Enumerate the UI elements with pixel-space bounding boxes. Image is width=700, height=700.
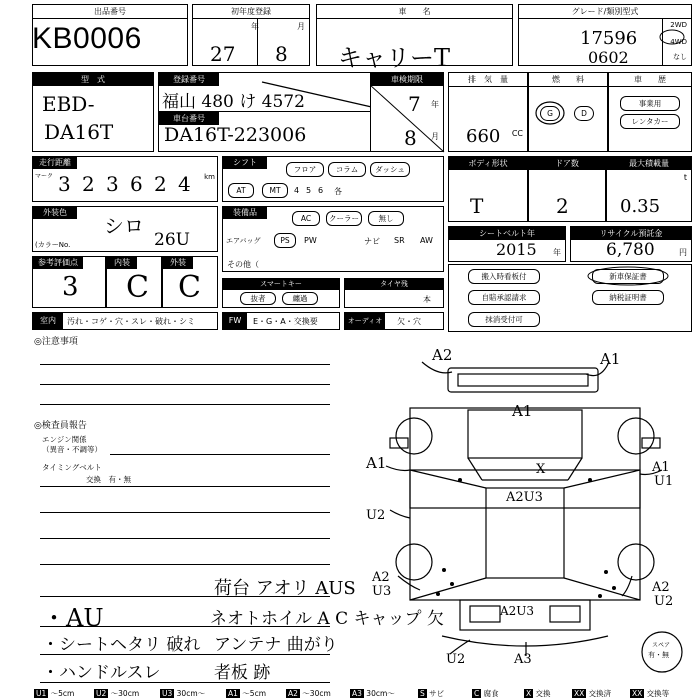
room-box (32, 312, 218, 330)
smart-key-option-1: 抜者 (240, 292, 276, 305)
spare-value: 有・無 (648, 651, 669, 659)
audio-box (344, 312, 444, 330)
history-header: 車 歴 (609, 73, 691, 87)
note-4: ・シートヘタリ 破れ (42, 635, 201, 655)
note-2: ・AU (42, 604, 104, 632)
interior-score-value: C (126, 270, 149, 305)
car-name-value: キャリーT (338, 44, 451, 72)
shift-each: 各 (334, 187, 342, 196)
legend-item: U1 ～5cm (36, 689, 75, 698)
room-header: 室内 (33, 313, 63, 329)
inspection-header: 車検期限 (371, 73, 443, 86)
model-value-2: DA16T (44, 120, 114, 144)
month-unit: 月 (297, 22, 305, 31)
legend-item: XX 交換済 (574, 689, 612, 698)
spare-label: スペア (652, 642, 671, 649)
doc-tax: 納税証明書 (592, 290, 664, 305)
inspector-title: ◎検査員報告 (34, 421, 87, 431)
fw-header: FW (223, 313, 247, 329)
first-reg-month: 8 (275, 42, 288, 66)
exhibit-number-header: 出品番号 (33, 5, 187, 19)
note-7: 者板 跡 (214, 663, 271, 683)
inspection-month-unit: 月 (431, 132, 439, 141)
equipment-sr: SR (394, 236, 405, 245)
shift-header: シフト (223, 157, 267, 169)
color-code-label: (カラーNo. (35, 241, 71, 249)
equipment-ac: AC (292, 211, 320, 226)
seatbelt-value: 2015 (496, 240, 537, 259)
registration-strike (260, 78, 380, 118)
lot-number: KB0006 (32, 22, 142, 55)
shift-column: コラム (328, 162, 366, 177)
door-count-header: ドア数 (529, 157, 605, 170)
doc-signboard: 搬入時看板付 (468, 269, 540, 284)
diagram-mark: A1 (512, 402, 533, 420)
inspection-year: 7 (408, 92, 421, 116)
equipment-ps: PS (274, 233, 296, 248)
interior-score-header: 内装 (107, 257, 137, 269)
legend-item: U2 ～30cm (96, 689, 140, 698)
diagram-mark: A2U3 (500, 604, 535, 618)
mileage-unit: km (204, 173, 215, 181)
engine-sub-label: （異音・不調等） (42, 445, 102, 454)
legend-item: U3 30cm～ (162, 689, 206, 698)
year-unit: 年 (251, 22, 259, 31)
mileage-digit: 6 (130, 172, 143, 196)
smart-key-option-2: 纏過 (282, 292, 318, 305)
doc-insurance: 自賠承認請求 (468, 290, 540, 305)
doc-warranty-circle (586, 265, 670, 287)
diagram-mark: U1 (654, 474, 674, 489)
timing-sub-label: 交換 有・無 (86, 475, 131, 484)
timing-label: タイミングベルト (42, 463, 102, 472)
chassis-value: DA16T-223006 (164, 124, 307, 146)
mark-label: マーク (35, 173, 54, 180)
fw-options: E・G・A・交換要 (253, 317, 318, 326)
color-code-value: 26U (154, 230, 190, 250)
exterior-score-value: C (178, 270, 201, 305)
body-shape-value: T (470, 194, 484, 218)
diagram-mark: A3 (514, 652, 532, 667)
diagram-mark: A1 (652, 460, 670, 475)
fuel-header: 燃 料 (529, 73, 607, 87)
diagram-mark: A2 (372, 570, 390, 585)
shift-mt: MT (262, 183, 288, 198)
cc-unit: CC (511, 129, 523, 138)
engine-label: エンジン関係 (42, 435, 87, 444)
mileage-digit: 3 (58, 172, 71, 196)
equipment-cooler: クーラー (326, 211, 362, 226)
diagram-mark: U2 (366, 508, 386, 523)
seatbelt-year-unit: 年 (553, 248, 561, 257)
body-shape-box (448, 156, 528, 222)
equipment-other: その他（ (227, 260, 259, 269)
first-reg-year: 27 (210, 42, 236, 66)
legend-item: XX 交換等 (632, 689, 670, 698)
max-load-value: 0.35 (620, 196, 661, 217)
shift-at: AT (228, 183, 254, 198)
diagram-mark: A1 (366, 454, 387, 472)
mileage-digit: 2 (154, 172, 167, 196)
displacement-header: 排 気 量 (449, 73, 527, 87)
mileage-header: 走行距離 (33, 157, 77, 169)
diagram-mark: U2 (654, 594, 674, 609)
audio-options: 欠・穴 (397, 317, 421, 326)
shift-6: 6 (318, 186, 324, 195)
equipment-none: 無し (368, 211, 404, 226)
legend-item: C 腐食 (474, 689, 499, 698)
equipment-aw: AW (420, 236, 433, 245)
drive-nashi: なし (673, 53, 687, 61)
seatbelt-header: シートベルト年 (449, 227, 565, 240)
drive-4wd: 4WD (670, 38, 687, 46)
mileage-digit: 2 (82, 172, 95, 196)
chassis-header: 車台番号 (159, 112, 219, 125)
equipment-header: 装備品 (223, 207, 267, 219)
reference-score-header: 参考評価点 (33, 257, 83, 269)
legend-item: A3 30cm～ (352, 689, 395, 698)
max-load-header: 最大積載量 (607, 157, 691, 170)
smart-key-box (222, 278, 340, 308)
note-6: ・ハンドルスレ (42, 663, 161, 683)
diagram-mark: U2 (446, 652, 466, 667)
equipment-pw: PW (304, 236, 317, 245)
fw-box (222, 312, 340, 330)
body-shape-header: ボディ形状 (449, 157, 527, 170)
legend-item: S サビ (420, 689, 445, 698)
diagram-mark: A2 (432, 346, 453, 364)
shift-5: 5 (306, 186, 312, 195)
grade-value: 17596 (580, 28, 638, 49)
exterior-score-header: 外装 (163, 257, 193, 269)
ton-unit: t (683, 173, 687, 182)
tire-unit: 本 (423, 295, 431, 304)
notes-title: ◎注意事項 (34, 337, 78, 347)
tire-box (344, 278, 444, 308)
model-header: 型 式 (33, 73, 153, 86)
note-1: 荷台 アオリ AUS (214, 578, 356, 599)
legend-item: X 交換 (526, 689, 551, 698)
tire-header: タイヤ残 (345, 279, 443, 290)
history-commercial: 事業用 (620, 96, 680, 111)
audio-header: オーディオ (345, 313, 385, 329)
reference-score-value: 3 (62, 272, 79, 302)
recycle-header: リサイクル預託金 (571, 227, 691, 240)
diagram-mark: A2U3 (506, 490, 543, 505)
first-registration-header: 初年度登録 (193, 5, 309, 19)
smart-key-header: スマートキー (223, 279, 339, 290)
recycle-value: 6,780 (606, 240, 655, 260)
car-damage-diagram (360, 340, 700, 688)
shift-dash: ダッシュ (370, 162, 410, 177)
doc-warranty: 新車保証書 (592, 269, 664, 284)
diagram-mark: A1 (600, 350, 621, 368)
fuel-g-circle (534, 99, 566, 127)
note-5: アンテナ 曲がり (214, 635, 338, 655)
shift-4: 4 (294, 186, 300, 195)
mileage-digit: 3 (106, 172, 119, 196)
fuel-option-g: G (540, 106, 560, 121)
displacement-value: 660 (466, 126, 501, 147)
diagram-mark: X (536, 462, 546, 477)
inspection-month: 8 (404, 126, 417, 150)
equipment-navi: ナビ (364, 237, 380, 246)
grade-sub-value: 0602 (588, 48, 629, 67)
registration-header: 登録番号 (159, 73, 219, 86)
grade-header: グレード/類別型式 (519, 5, 691, 19)
exterior-color-header: 外装色 (33, 207, 77, 219)
exterior-color-value: シロ (104, 214, 144, 238)
legend-item: A2 ～30cm (288, 689, 331, 698)
fuel-option-d: D (574, 106, 594, 121)
diagram-mark: A2 (652, 580, 670, 595)
inspection-year-unit: 年 (431, 100, 439, 109)
drive-2wd: 2WD (670, 21, 687, 29)
diagram-mark: U3 (372, 584, 392, 599)
mileage-digits (54, 172, 198, 200)
car-name-header: 車 名 (317, 5, 512, 19)
mileage-digit: 4 (178, 172, 191, 196)
damage-legend (0, 688, 700, 700)
shift-floor: フロア (286, 162, 324, 177)
legend-item: A1 ～5cm (228, 689, 266, 698)
model-value-1: EBD- (42, 92, 95, 116)
equipment-airbag: エアバッグ (226, 237, 261, 245)
registration-value: 福山 480 け 4572 (162, 92, 305, 112)
recycle-yen-unit: 円 (679, 248, 687, 257)
doc-cancel: 抹消受付可 (468, 312, 540, 327)
note-3: ネオトホイル A C キャップ 欠 (210, 609, 444, 629)
room-options: 汚れ・コゲ・穴・スレ・破れ・シミ (67, 317, 195, 326)
door-count-value: 2 (556, 194, 569, 218)
drive-4wd-circle (658, 28, 686, 46)
history-rental: レンタカー (620, 114, 680, 129)
history-box (608, 72, 692, 152)
